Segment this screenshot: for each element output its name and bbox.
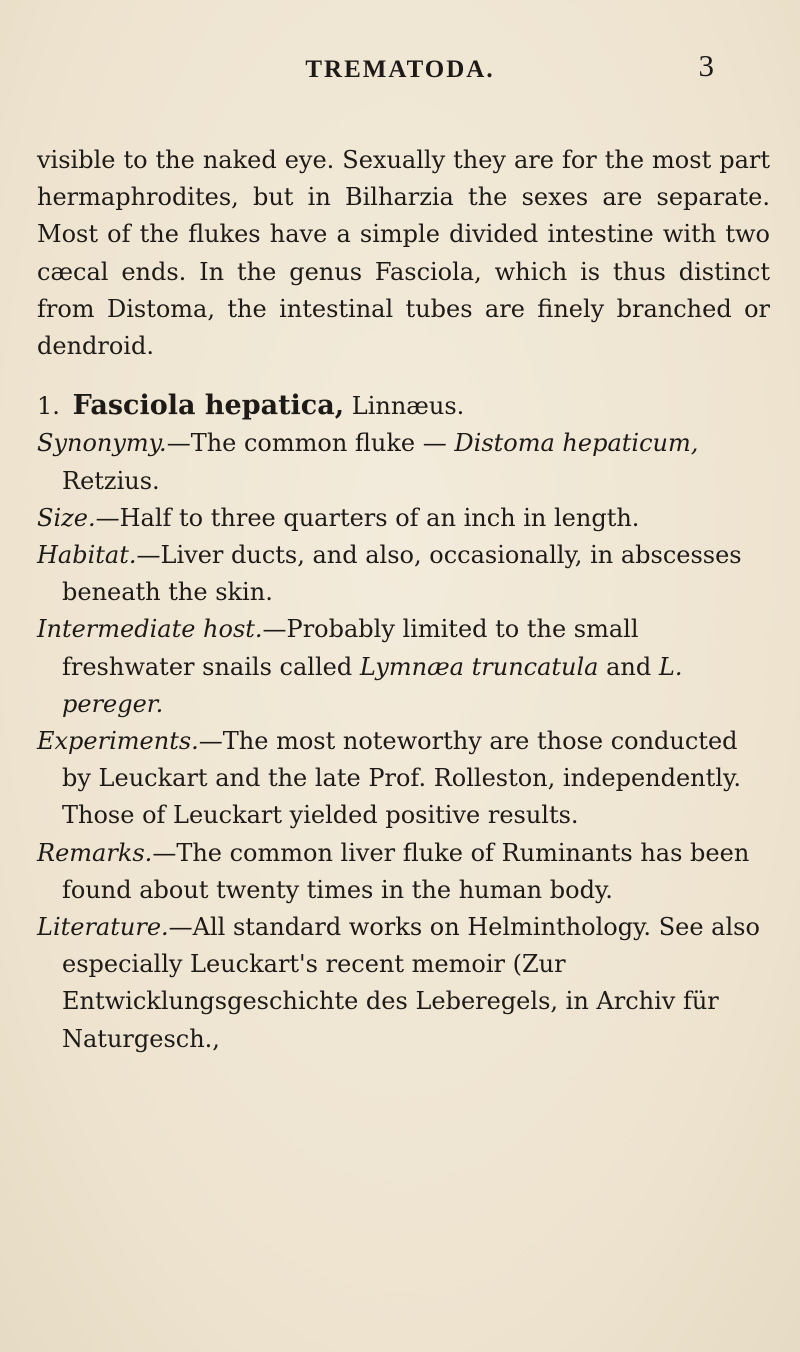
intermediate-host-label: Intermediate host. [37, 615, 263, 644]
field-remarks [37, 835, 770, 909]
field-intermediate-host [37, 611, 770, 723]
habitat-label: Habitat. [37, 541, 137, 570]
experiments-label: Experiments. [37, 727, 199, 756]
entry-number: 1. [37, 392, 60, 421]
literature-text: —All standard works on Helminthology. See also especially Leuckart's recent memoir (Zur Entwicklungsgeschichte des Leberegels, in Archiv für Naturgesch., [62, 913, 760, 1053]
synonymy-italic: Distoma hepaticum, [454, 429, 699, 458]
species-name: Fasciola hepatica, [72, 390, 345, 422]
experiments-text: —The most noteworthy are those conducted by Leuckart and the late Prof. Rolleston, independently. Those of Leuckart yielded positive results. [62, 727, 741, 830]
synonymy-label: Synonymy. [37, 429, 167, 458]
field-synonymy [37, 425, 770, 499]
size-label: Size. [37, 503, 96, 532]
intermediate-host-text-a: —Probably limited to the small freshwater snails called [62, 615, 639, 681]
page-body [37, 142, 770, 1058]
species-authority: Linnæus. [351, 392, 465, 421]
habitat-text: —Liver ducts, and also, occasionally, in abscesses beneath the skin. [62, 541, 742, 607]
intermediate-host-italic-a: Lymnæa truncatula [359, 652, 599, 681]
intermediate-host-italic-b: L. pereger. [62, 652, 683, 718]
size-text: —Half to three quarters of an inch in length. [95, 503, 640, 532]
synonymy-text-a: —The common fluke — [166, 429, 447, 458]
entry-heading [37, 387, 770, 425]
field-habitat [37, 537, 770, 611]
intermediate-host-text-b: and [606, 652, 652, 681]
field-size [37, 500, 770, 537]
synonymy-text-b: Retzius. [62, 466, 160, 495]
page-number: 3 [698, 48, 714, 83]
running-title: TREMATODA. [305, 56, 495, 83]
field-experiments [37, 723, 770, 835]
remarks-text: —The common liver fluke of Ruminants has been found about twenty times in the human body. [62, 838, 750, 904]
intro-paragraph: visible to the naked eye. Sexually they are for the most part hermaphrodites, but in Bilharzia the sexes are separate. Most of the flukes have a simple divided intestine with two cæcal ends. In the genus Fasciola, which is thus distinct from Distoma, the intestinal tubes are finely branched or dendroid. [37, 146, 770, 361]
field-literature [37, 909, 770, 1058]
literature-label: Literature. [37, 913, 169, 942]
remarks-label: Remarks. [37, 838, 153, 867]
running-head [36, 0, 764, 83]
